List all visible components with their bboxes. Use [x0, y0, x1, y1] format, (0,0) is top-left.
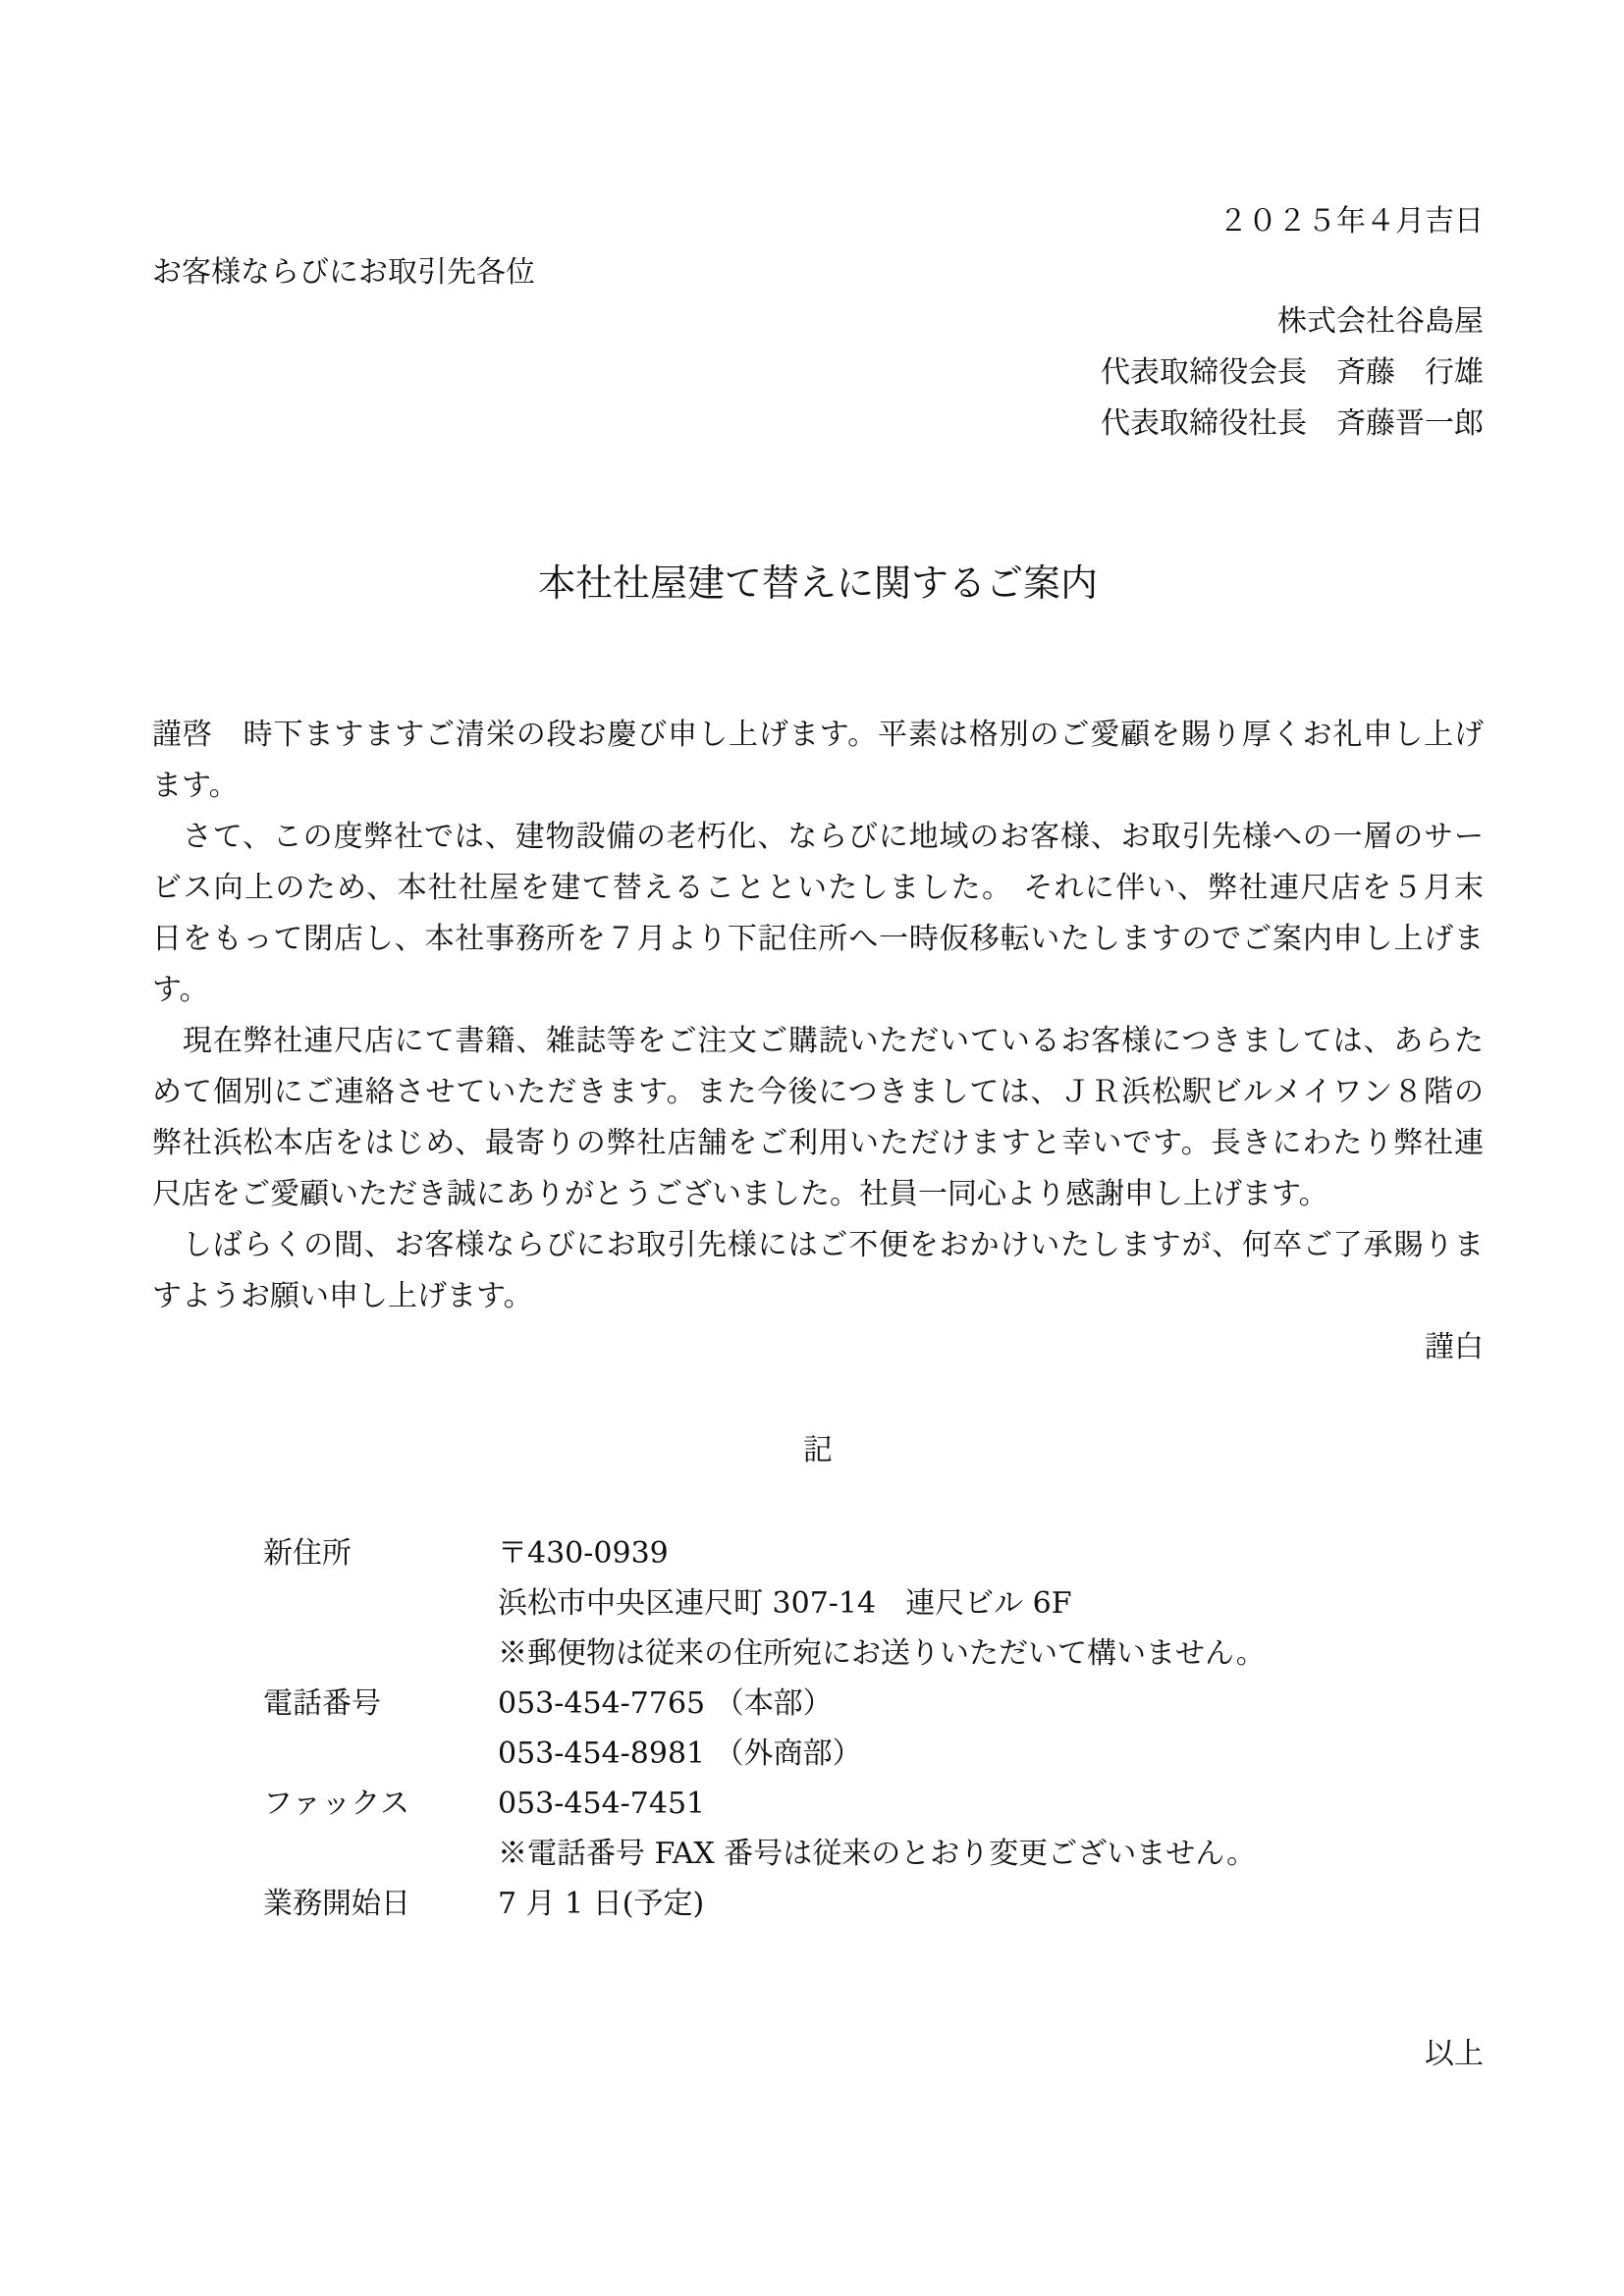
body-line: すようお願い申し上げます。 — [152, 1279, 533, 1313]
letter-title: 本社社屋建て替えに関するご案内 — [537, 561, 1098, 605]
detail-value-address: 浜松市中央区連尺町 307-14 連尺ビル 6F — [498, 1586, 1072, 1621]
detail-value-note: ※郵便物は従来の住所宛にお送りいただいて構いません。 — [498, 1636, 1266, 1671]
detail-value-fax: 053-454-7451 — [498, 1787, 706, 1821]
detail-row-start-date — [263, 1879, 1422, 1929]
closing-salutation: 謹白 — [1425, 1330, 1484, 1364]
detail-value-postal-code: 〒430-0939 — [498, 1536, 669, 1571]
detail-row — [263, 1578, 1422, 1629]
body-line: めて個別にご連絡させていただきます。また今後につきましては、ＪＲ浜松駅ビルメイワン８階の — [152, 1075, 1484, 1109]
detail-row-new-address — [263, 1528, 1422, 1578]
details-table — [263, 1528, 1422, 1929]
body-line: ます。 — [152, 769, 239, 803]
detail-label: ファックス — [263, 1787, 410, 1821]
letter-date: ２０２５年４月吉日 — [1218, 204, 1484, 239]
notes-heading: 記 — [803, 1433, 833, 1468]
body-line: す。 — [152, 973, 209, 1007]
detail-row — [263, 1629, 1422, 1679]
sender-company: 株式会社谷島屋 — [1277, 304, 1484, 339]
detail-value-phone: 053-454-7765 （本部） — [498, 1686, 833, 1721]
body-line: ビス向上のため、本社社屋を建て替えることといたしました。 それに伴い、弊社連尺店を５月末 — [152, 871, 1484, 905]
body-line: さて、この度弊社では、建物設備の老朽化、ならびに地域のお客様、お取引先様への一層のサー — [152, 820, 1484, 854]
detail-row — [263, 1829, 1422, 1879]
detail-row-phone — [263, 1679, 1422, 1729]
body-line: 尺店をご愛顧いただき誠にありがとうございました。社員一同心より感謝申し上げます。 — [152, 1177, 1328, 1211]
addressee: お客様ならびにお取引先各位 — [152, 255, 535, 290]
body-line: しばらくの間、お客様ならびにお取引先様にはご不便をおかけいたしますが、何卒ご了承賜りま — [152, 1228, 1484, 1262]
end-mark: 以上 — [1425, 2037, 1484, 2071]
detail-label: 業務開始日 — [263, 1887, 410, 1921]
detail-value-start-date: 7 月 1 日(予定) — [498, 1887, 705, 1921]
body-line: 現在弊社連尺店にて書籍、雑誌等をご注文ご購読いただいているお客様につきましては、あらた — [152, 1024, 1484, 1058]
letter-body — [152, 710, 1484, 1373]
detail-label: 電話番号 — [263, 1686, 381, 1721]
detail-value-note: ※電話番号 FAX 番号は従来のとおり変更ございません。 — [498, 1837, 1257, 1871]
body-line: 謹啓 時下ますますご清栄の段お慶び申し上げます。平素は格別のご愛顧を賜り厚くお礼申し上げ — [152, 718, 1484, 752]
body-line: 日をもって閉店し、本社事務所を７月より下記住所へ一時仮移転いたしますのでご案内申し上げま — [152, 922, 1484, 956]
detail-row — [263, 1729, 1422, 1779]
detail-value-phone: 053-454-8981 （外商部） — [498, 1736, 862, 1771]
detail-row-fax — [263, 1779, 1422, 1829]
detail-label: 新住所 — [263, 1536, 352, 1571]
body-line: 弊社浜松本店をはじめ、最寄りの弊社店舗をご利用いただけますと幸いです。長きにわたり弊社連 — [152, 1126, 1484, 1160]
sender-chairman: 代表取締役会長 斉藤 行雄 — [1101, 355, 1484, 390]
sender-president: 代表取締役社長 斉藤晋一郎 — [1101, 406, 1484, 441]
